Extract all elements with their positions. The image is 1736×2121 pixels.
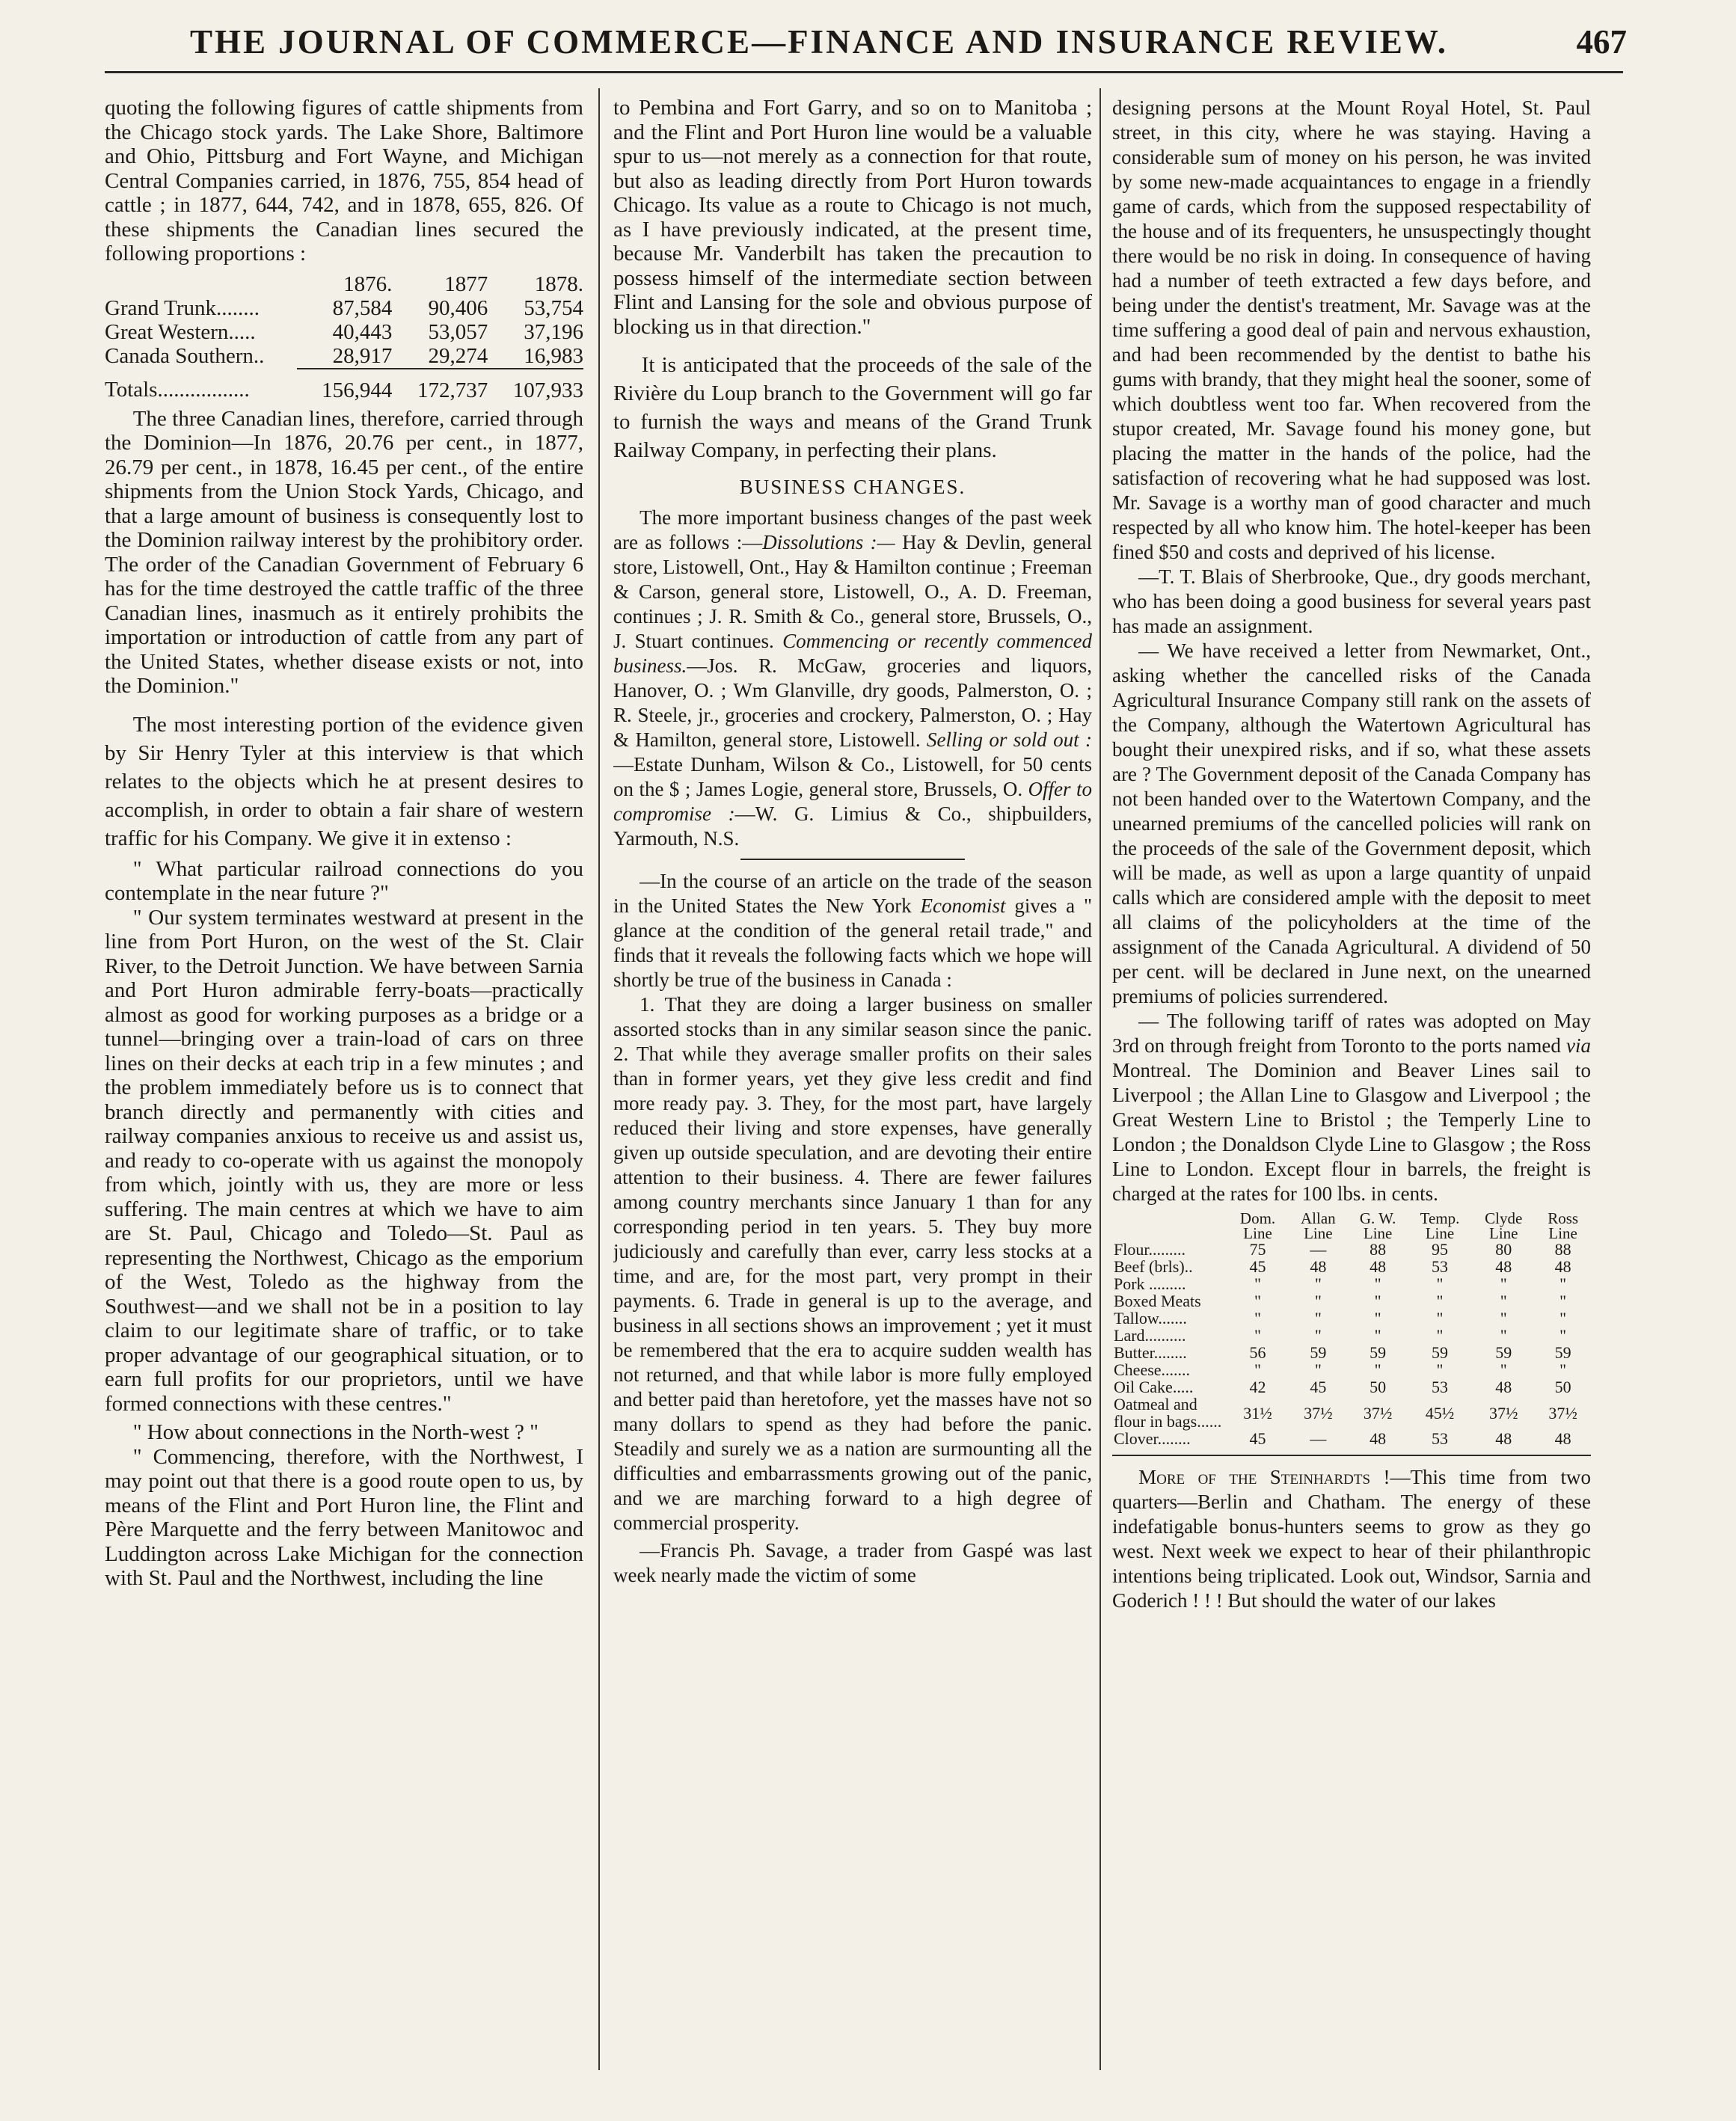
table-header-row [1112,1211,1591,1241]
rate-cell: " [1314,1274,1322,1293]
text: —W. G. Limius & Co., shipbuilders, Yarmouth, N.S. [613,802,1092,850]
commodity-label: Boxed Meats [1114,1292,1201,1310]
table-row [1112,1430,1591,1447]
rate-cell: " [1559,1360,1567,1379]
rate-cell: " [1254,1274,1262,1293]
rate-cell: 50 [1554,1378,1571,1396]
italic-text: Economist [920,894,1006,917]
cell: 53,057 [428,319,488,344]
table-row [1112,1310,1591,1327]
rate-cell: 53 [1431,1429,1448,1448]
cell: 29,274 [428,343,488,368]
paragraph [613,869,1092,992]
rate-cell: " [1559,1326,1567,1345]
rate-cell: 59 [1554,1343,1571,1362]
cell: 87,584 [332,295,393,320]
rate-cell: 48 [1495,1257,1512,1276]
paragraph: It is anticipated that the proceeds of the sale of the Rivière du Loup branch to the Government will go far to furnish the ways and means of the Grand Trunk Railway Company, in perfecting their plans. [613,353,1092,462]
commodity-label: Cheese....... [1114,1360,1191,1379]
business-changes-paragraph [613,506,1092,851]
rate-cell: — [1310,1429,1327,1448]
tariff-body [1112,1241,1591,1447]
rate-cell: 88 [1554,1240,1571,1259]
rate-cell: 56 [1249,1343,1266,1362]
rate-cell: 45 [1249,1429,1266,1448]
column-3 [1112,96,1591,2078]
commodity-label: Clover........ [1114,1429,1191,1448]
rate-cell: 48 [1310,1257,1327,1276]
italic-label: Dissolutions :— [762,530,895,553]
paragraph [1112,1009,1591,1206]
rate-cell: 37½ [1363,1403,1393,1422]
rate-cell: 48 [1495,1429,1512,1448]
rate-cell: 48 [1554,1257,1571,1276]
commodity-label: Lard.......... [1114,1326,1186,1345]
rate-cell: 45½ [1425,1403,1455,1422]
cell: 107,933 [488,369,583,402]
header-rule [105,71,1623,73]
commodity-label: Beef (brls).. [1114,1257,1193,1276]
cell: 28,917 [332,343,393,368]
text: Montreal. The Dominion and Beaver Lines sail to Liverpool ; the Allan Line to Glasgow and Liverpool ; the Great Western Line to Bristol ; the Temperly Line to London ; the Donaldson Clyde Line to Glasgow ; the Ross Line to London. Except flour in barrels, the freight is charged at the rates for 100 lbs. in cents. [1112,1059,1591,1205]
cell: 156,944 [297,369,393,402]
rate-cell: " [1559,1274,1567,1293]
commodity-label: Pork ......... [1114,1274,1186,1293]
text: gives a " glance at the condition of the general retail trade," and finds that it reveals the following facts which we hope will shortly be true of the business in Canada : [613,894,1092,991]
freight-tariff-table [1112,1211,1591,1447]
rate-cell: " [1500,1326,1507,1345]
commodity-label: Oatmeal and flour in bags...... [1114,1395,1222,1431]
rate-cell: " [1374,1326,1381,1345]
commodity-label: Tallow....... [1114,1309,1187,1327]
paragraph: —Francis Ph. Savage, a trader from Gaspé was last week nearly made the victim of some [613,1538,1092,1586]
italic-text: via [1566,1034,1591,1057]
cell: 90,406 [428,295,488,320]
text: —In the course of an article on the trade of the season in the United States the New York [613,869,1092,917]
rate-cell: 48 [1554,1429,1571,1448]
table-row [1112,1258,1591,1275]
rate-cell: 45 [1249,1257,1266,1276]
table-row [105,320,583,344]
separator-rule [740,859,965,860]
rate-cell: " [1254,1360,1262,1379]
column-divider [1099,88,1101,2070]
rate-cell: " [1374,1309,1381,1327]
paragraph: " Commencing, therefore, with the Northwest, I may point out that there is a good route open to us, by means of the Flint and Port Huron line, the Flint and Père Marquette and the ferry between Manitowoc and Luddington across Lake Michigan for the connection with St. Paul and the Northwest, including the line [105,1444,583,1590]
table-row [1112,1396,1591,1430]
column-header: Allan Line [1300,1209,1336,1242]
column-1 [105,96,583,2078]
column-header: Temp. Line [1420,1209,1460,1242]
rate-cell: 37½ [1548,1403,1577,1422]
italic-label: Commencing or recently commenced business. [613,629,1092,677]
section-heading: BUSINESS CHANGES. [739,476,966,498]
rate-cell: 75 [1249,1240,1266,1259]
table-row [1112,1292,1591,1310]
rate-cell: 37½ [1304,1403,1333,1422]
rate-cell: 88 [1370,1240,1387,1259]
paragraph: — We have received a letter from Newmarket, Ont., asking whether the cancelled risks of the Canada Agricultural Insurance Company still rank on the assets of the Company, although the Watertown Agricultural has bought their unexpired risks, and if so, what these assets are ? The Government deposit of the Canada Company has not been handed over to the Watertown Company, and the unearned premiums of the cancelled policies will rank on the proceeds of the sale of the Government deposit, which will be made, as well as upon a large quantity of unpaid calls which are considered ample with the deposit to meet all claims of the policyholders at the time of the assignment of the Canada Agricultural. A dividend of 50 per cent. will be declared in June next, on the unearned premiums of policies surrendered. [1112,639,1591,1007]
cell: 40,443 [332,319,393,344]
line-name: Great Western..... [105,319,256,344]
rate-cell: 48 [1495,1378,1512,1396]
rate-cell: 95 [1431,1240,1448,1259]
page-number: 467 [1576,23,1627,61]
rate-cell: " [1436,1292,1444,1310]
table-row [1112,1378,1591,1396]
rate-cell: " [1436,1360,1444,1379]
rate-cell: — [1310,1240,1327,1259]
text: —Estate Dunham, Wilson & Co., Listowell, for 50 cents on the $ ; James Logie, general store, Brussels, O. [613,752,1092,800]
commodity-label: Oil Cake..... [1114,1378,1194,1396]
separator-rule [1112,1455,1591,1456]
rate-cell: 48 [1370,1429,1387,1448]
total-label: Totals................. [105,378,250,402]
paragraph: 1. That they are doing a larger business on smaller assorted stocks than in any similar season since the panic. 2. That while they average smaller profits on their sales than in former years, yet they give less credit and find more ready pay. 3. They, for the most part, have largely reduced their living and store expenses, have generally given up outside speculation, and are devoting their entire attention to their business. 4. There are fewer failures among country merchants since January 1 than for any corresponding period in ten years. 5. They buy more judiciously and carefully than ever, carry less stocks at a time, and are, for the most part, very prompt in their payments. 6. Trade in general is up to the average, and business in all sections shows an improvement ; yet it must be remembered that the era to acquire sudden wealth has not returned, and that while labor is more fully employed and better paid than heretofore, yet the masses have not so many dollars to spend as they had before the panic. Steadily and surely we as a nation are surmounting all the difficulties and embarrassments growing out of the panic, and we are marching forward to a high degree of commercial prosperity. [613,992,1092,1534]
year-header: 1877 [444,271,488,296]
rate-cell: " [1500,1274,1507,1293]
rate-cell: 59 [1310,1343,1327,1362]
italic-label: Offer to compromise : [613,777,1092,825]
column-header: Dom. Line [1239,1209,1276,1242]
text: — The following tariff of rates was adopted on May 3rd on through freight from Toronto to the ports named [1112,1010,1591,1057]
paragraph: quoting the following figures of cattle shipments from the Chicago stock yards. The Lake Shore, Baltimore and Ohio, Pittsburg and Fort Wayne, and Michigan Central Companies carried, in 1876, 755, 854 head of cattle ; in 1877, 644, 742, and in 1878, 655, 826. Of these shipments the Canadian lines secured the following proportions : [105,96,583,265]
table-header-row [105,272,583,296]
year-header: 1876. [343,271,393,296]
line-name: Canada Southern.. [105,344,265,368]
column-header [1112,1211,1227,1241]
table-row [1112,1344,1591,1361]
text: —Jos. R. McGaw, groceries and liquors, Hanover, O. ; Wm Glanville, dry goods, Palmerston, O. ; R. Steele, jr., groceries and crockery, Palmerston, O. ; Hay & Hamilton, general store, Listowell. [613,654,1092,751]
rate-cell: " [1314,1360,1322,1379]
rate-cell: 31½ [1243,1403,1272,1422]
column-divider [598,88,600,2070]
table-row [105,344,583,369]
column-header: G. W. Line [1359,1209,1396,1242]
rate-cell: 42 [1249,1378,1266,1396]
text: The more important business changes of the past week are as follows :— [613,506,1092,553]
commodity-label: Flour......... [1114,1240,1186,1259]
commodity-label: Butter........ [1114,1343,1187,1362]
column-header: Ross Line [1548,1209,1579,1242]
running-head: THE JOURNAL OF COMMERCE—FINANCE AND INSURANCE REVIEW. [189,23,1449,61]
rate-cell: 53 [1431,1378,1448,1396]
rate-cell: 80 [1495,1240,1512,1259]
rate-cell: " [1500,1292,1507,1310]
italic-label: Selling or sold out : [927,728,1092,751]
cell: 172,737 [392,369,488,402]
run-in-heading: More of the Steinhardts ! [1138,1466,1390,1488]
rate-cell: 59 [1495,1343,1512,1362]
rate-cell: " [1254,1309,1262,1327]
paragraph: The most interesting portion of the evidence given by Sir Henry Tyler at this interview is that which relates to the objects which he at present desires to accomplish, in order to obtain a fair share of western traffic for his Company. We give it in extenso : [105,712,583,850]
cell: 53,754 [524,295,583,320]
cell: 16,983 [524,343,583,368]
paragraph: " Our system terminates westward at present in the line from Port Huron, on the west of the St. Clair River, to the Detroit Junction. We have between Sarnia and Port Huron admirable ferry-boats—practically almost as good for working purposes as a bridge or a tunnel—bringing over a train-load of cars on three lines on their decks at each trip in a few minutes ; and the problem immediately before us is to connect that branch directly and permanently with cities and railway companies anxious to receive us and assist us, and ready to co-operate with us against the monopoly from which, jointly with us, they are more or less suffering. The main centres at which we have to aim are St. Paul, Chicago and Toledo—St. Paul as representing the Northwest, Chicago as the emporium of the West, Toledo as the highway from the Southwest—and we shall not be in a position to lay claim to our legitimate share of traffic, or to take proper advantage of our geographical situation, or to earn full profits for our proprietors, until we have formed connections with these centres." [105,905,583,1416]
rate-cell: 37½ [1489,1403,1518,1422]
page-header [101,22,1634,75]
rate-cell: " [1436,1326,1444,1345]
table-row [1112,1327,1591,1344]
table-row [1112,1241,1591,1258]
rate-cell: " [1374,1360,1381,1379]
rate-cell: 59 [1431,1343,1448,1362]
rate-cell: " [1436,1274,1444,1293]
cell: 37,196 [524,319,583,344]
rate-cell: " [1559,1309,1567,1327]
table-row [1112,1275,1591,1292]
rate-cell: 50 [1370,1378,1387,1396]
table-total-row [105,369,583,402]
rate-cell: " [1254,1292,1262,1310]
rate-cell: " [1314,1326,1322,1345]
table-row [105,296,583,320]
paragraph: The three Canadian lines, therefore, carried through the Dominion—In 1876, 20.76 per cent., in 1877, 26.79 per cent., in 1878, 16.45 per cent., of the entire shipments from the Union Stock Yards, Chicago, and that a large amount of business is consequently lost to the Dominion railway interest by the prohibitory order. The order of the Canadian Government of February 6 has for the time destroyed the cattle traffic of the three Canadian lines, inasmuch as it entirely prohibits the importation or introduction of cattle from any part of the United States, whether disease exists or not, into the Dominion." [105,406,583,698]
cattle-shipments-table [105,272,583,402]
rate-cell: " [1314,1292,1322,1310]
paragraph: —T. T. Blais of Sherbrooke, Que., dry goods merchant, who has been doing a good business for several years past has made an assignment. [1112,565,1591,637]
paragraph: " What particular railroad connections do you contemplate in the near future ?" [105,856,583,905]
rate-cell: " [1314,1309,1322,1327]
rate-cell: 59 [1370,1343,1387,1362]
rate-cell: " [1436,1309,1444,1327]
rate-cell: 48 [1370,1257,1387,1276]
column-header: Clyde Line [1485,1209,1523,1242]
column-2 [613,96,1092,2078]
text: Hay & Devlin, general store, Listowell, Ont., Hay & Hamilton continue ; Freeman & Carson, general store, Listowell, O., A. D. Freeman, continues ; J. R. Smith & Co., general store, Brussels, O., J. Stuart continues. [613,530,1092,652]
table-row [1112,1361,1591,1378]
text: —This time from two quarters—Berlin and Chatham. The energy of these indefatigable bonus-hunters seems to grow as they go west. Next week we expect to hear of their philanthropic intentions being triplicated. Look out, Windsor, Sarnia and Goderich ! ! ! But should the water of our lakes [1112,1466,1591,1612]
rate-cell: " [1500,1309,1507,1327]
paragraph [1112,1465,1591,1613]
line-name: Grand Trunk........ [105,295,260,320]
rate-cell: 53 [1431,1257,1448,1276]
rate-cell: " [1374,1292,1381,1310]
rate-cell: " [1500,1360,1507,1379]
rate-cell: " [1374,1274,1381,1293]
rate-cell: " [1254,1326,1262,1345]
year-header: 1878. [534,271,583,296]
paragraph: designing persons at the Mount Royal Hotel, St. Paul street, in this city, where he was staying. Having a considerable sum of money on his person, he was invited by some new-made acquaintances to engage in a friendly game of cards, which from the supposed respectability of the house and of its frequenters, he unsuspectingly thought there would be no risk in doing. In consequence of having had a number of teeth extracted a few days before, and being under the dentist's treatment, Mr. Savage was at the time suffering a good deal of pain and nervous exhaustion, and had been recommended by the dentist to bathe his gums with brandy, that they might heal the sooner, some of which doubtless went too far. When recovered from the stupor created, Mr. Savage found his money gone, but placing the matter in the hands of the police, had the satisfaction of recovering what he had supposed was lost. Mr. Savage is a worthy man of good character and much respected by all who know him. The hotel-keeper has been fined $50 and costs and deprived of his license. [1112,96,1591,563]
rate-cell: 45 [1310,1378,1327,1396]
rate-cell: " [1559,1292,1567,1310]
paragraph: to Pembina and Fort Garry, and so on to Manitoba ; and the Flint and Port Huron line would be a valuable spur to us—not merely as a connection for that route, but also as leading directly from Port Huron towards Chicago. Its value as a route to Chicago is not much, as I have previously indicated, at the present time, because Mr. Vanderbilt has taken the precaution to possess himself of the intermediate section between Flint and Lansing for the sole and obvious purpose of blocking us in that direction." [613,96,1092,339]
paragraph: " How about connections in the North-west ? " [132,1420,539,1444]
